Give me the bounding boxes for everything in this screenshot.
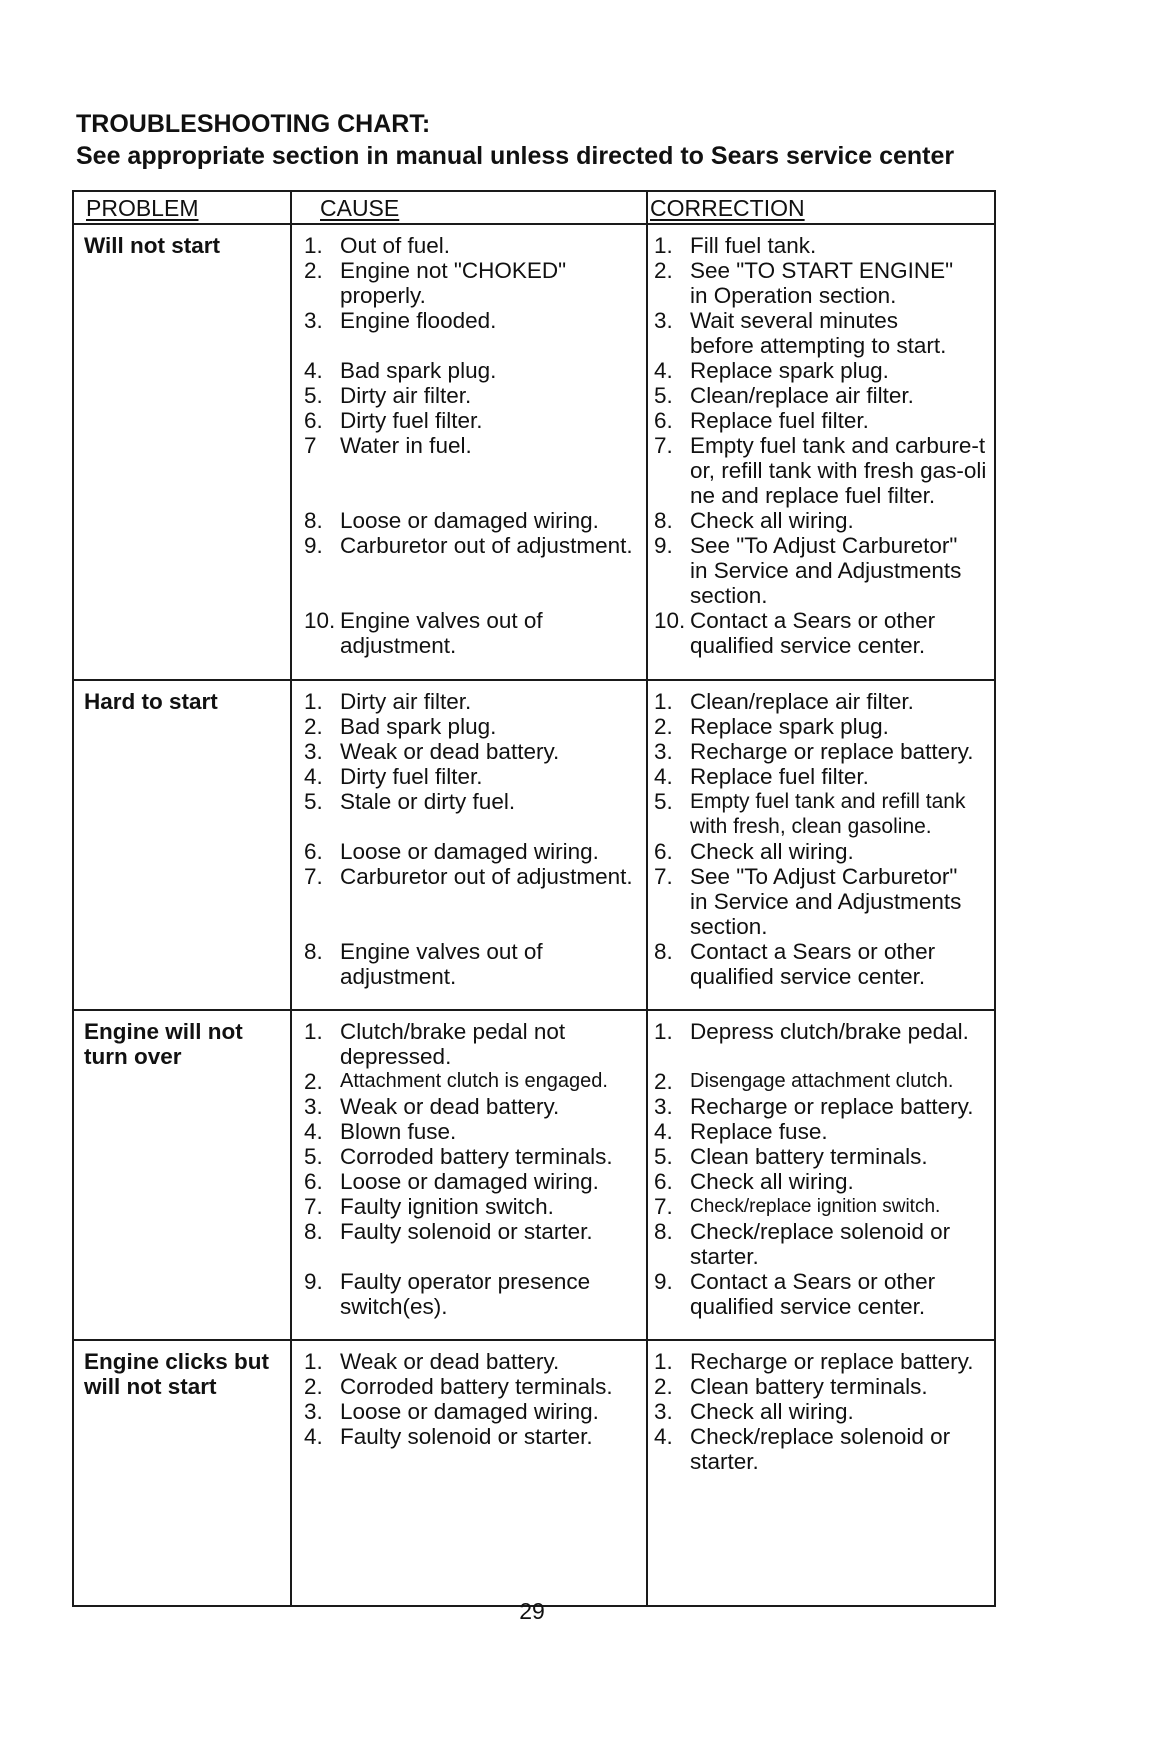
cause-cell (291, 224, 647, 680)
correction-item: 8. Check all wiring. (654, 508, 854, 533)
cause-item: 3. Weak or dead battery. (304, 1094, 560, 1119)
cause-column-header: CAUSE (291, 191, 647, 224)
cause-cell (291, 680, 647, 1010)
correction-item: 8. Check/replace solenoid or starter. (654, 1219, 951, 1269)
correction-item: 5. Empty fuel tank and refill tank with fresh, clean gasoline. (654, 789, 966, 838)
correction-item: 4. Check/replace solenoid or starter. (654, 1424, 951, 1474)
correction-item: 1. Recharge or replace battery. (654, 1349, 974, 1374)
correction-item: 1. Depress clutch/brake pedal. (654, 1019, 969, 1044)
correction-cell (647, 224, 995, 680)
cause-item: 3. Loose or damaged wiring. (304, 1399, 599, 1424)
correction-item: 3. Recharge or replace battery. (654, 1094, 974, 1119)
cause-item: 1. Dirty air filter. (304, 689, 472, 714)
correction-item: 4. Replace fuel filter. (654, 764, 869, 789)
troubleshooting-table (72, 190, 996, 1607)
cause-item: 5. Corroded battery terminals. (304, 1144, 613, 1169)
table-row (73, 680, 995, 1010)
correction-item: 6. Check all wiring. (654, 1169, 854, 1194)
cause-item: 6. Loose or damaged wiring. (304, 1169, 599, 1194)
cause-item: 4. Blown fuse. (304, 1119, 457, 1144)
cause-item: 10. Engine valves out of adjustment. (304, 608, 543, 658)
correction-item: 10. Contact a Sears or other qualified service center. (654, 608, 936, 658)
correction-cell (647, 1340, 995, 1606)
correction-item: 3. Recharge or replace battery. (654, 739, 974, 764)
correction-item: 1. Fill fuel tank. (654, 233, 817, 258)
correction-item: 6. Replace fuel filter. (654, 408, 869, 433)
correction-item: 8. Contact a Sears or other qualified service center. (654, 939, 936, 989)
cause-item: 2. Engine not "CHOKED" properly. (304, 258, 567, 308)
correction-item: 4. Replace fuse. (654, 1119, 828, 1144)
correction-item: 7. See "To Adjust Carburetor" in Service and Adjustments section. (654, 864, 962, 939)
cause-item: 8. Faulty solenoid or starter. (304, 1219, 593, 1244)
problem-cell: Engine clicks but will not start (73, 1340, 291, 1606)
table-row (73, 1340, 995, 1606)
correction-item: 9. Contact a Sears or other qualified service center. (654, 1269, 936, 1319)
cause-item: 2. Attachment clutch is engaged. (304, 1069, 608, 1094)
table-row (73, 224, 995, 680)
correction-item: 3. Check all wiring. (654, 1399, 854, 1424)
cause-item: 7. Faulty ignition switch. (304, 1194, 554, 1219)
cause-item: 4. Faulty solenoid or starter. (304, 1424, 593, 1449)
chart-title: TROUBLESHOOTING CHART: (76, 110, 431, 138)
cause-item: 3. Engine flooded. (304, 308, 497, 333)
cause-item: 9. Faulty operator presence switch(es). (304, 1269, 591, 1319)
cause-cell (291, 1010, 647, 1340)
correction-column-header: CORRECTION (647, 191, 995, 224)
problem-cell: Engine will not turn over (73, 1010, 291, 1340)
cause-item: 2. Corroded battery terminals. (304, 1374, 613, 1399)
correction-item: 1. Clean/replace air filter. (654, 689, 914, 714)
chart-heading (76, 108, 1076, 172)
cause-item: 6. Dirty fuel filter. (304, 408, 483, 433)
correction-item: 2. Clean battery terminals. (654, 1374, 928, 1399)
problem-cell: Hard to start (73, 680, 291, 1010)
cause-item: 7. Carburetor out of adjustment. (304, 864, 633, 889)
correction-item: 2. Replace spark plug. (654, 714, 889, 739)
cause-item: 4. Dirty fuel filter. (304, 764, 483, 789)
cause-item: 2. Bad spark plug. (304, 714, 497, 739)
cause-item: 3. Weak or dead battery. (304, 739, 560, 764)
cause-item: 8. Loose or damaged wiring. (304, 508, 599, 533)
correction-item: 6. Check all wiring. (654, 839, 854, 864)
correction-item: 5. Clean battery terminals. (654, 1144, 928, 1169)
table-header-row (73, 191, 995, 224)
correction-item: 4. Replace spark plug. (654, 358, 889, 383)
cause-item: 6. Loose or damaged wiring. (304, 839, 599, 864)
cause-item: 7 Water in fuel. (304, 433, 472, 458)
correction-cell (647, 680, 995, 1010)
correction-item: 9. See "To Adjust Carburetor" in Service and Adjustments section. (654, 533, 962, 608)
cause-item: 4. Bad spark plug. (304, 358, 497, 383)
table-row (73, 1010, 995, 1340)
correction-item: 2. See "TO START ENGINE" in Operation section. (654, 258, 954, 308)
chart-subtitle: See appropriate section in manual unless directed to Sears service center (76, 142, 955, 170)
problem-cell: Will not start (73, 224, 291, 680)
cause-item: 1. Clutch/brake pedal not depressed. (304, 1019, 566, 1069)
correction-item: 7. Empty fuel tank and carbure-tor, refill tank with fresh gas-oline and replace fuel filter. (654, 433, 987, 508)
correction-item: 7. Check/replace ignition switch. (654, 1194, 941, 1219)
cause-item: 5. Stale or dirty fuel. (304, 789, 516, 814)
correction-item: 5. Clean/replace air filter. (654, 383, 914, 408)
correction-item: 3. Wait several minutes before attempting to start. (654, 308, 947, 358)
cause-item: 1. Weak or dead battery. (304, 1349, 560, 1374)
cause-item: 8. Engine valves out of adjustment. (304, 939, 543, 989)
correction-cell (647, 1010, 995, 1340)
correction-item: 2. Disengage attachment clutch. (654, 1069, 954, 1094)
page-number: 29 (519, 1598, 545, 1624)
cause-item: 5. Dirty air filter. (304, 383, 472, 408)
problem-column-header: PROBLEM (73, 191, 291, 224)
cause-item: 1. Out of fuel. (304, 233, 451, 258)
cause-cell (291, 1340, 647, 1606)
cause-item: 9. Carburetor out of adjustment. (304, 533, 633, 558)
